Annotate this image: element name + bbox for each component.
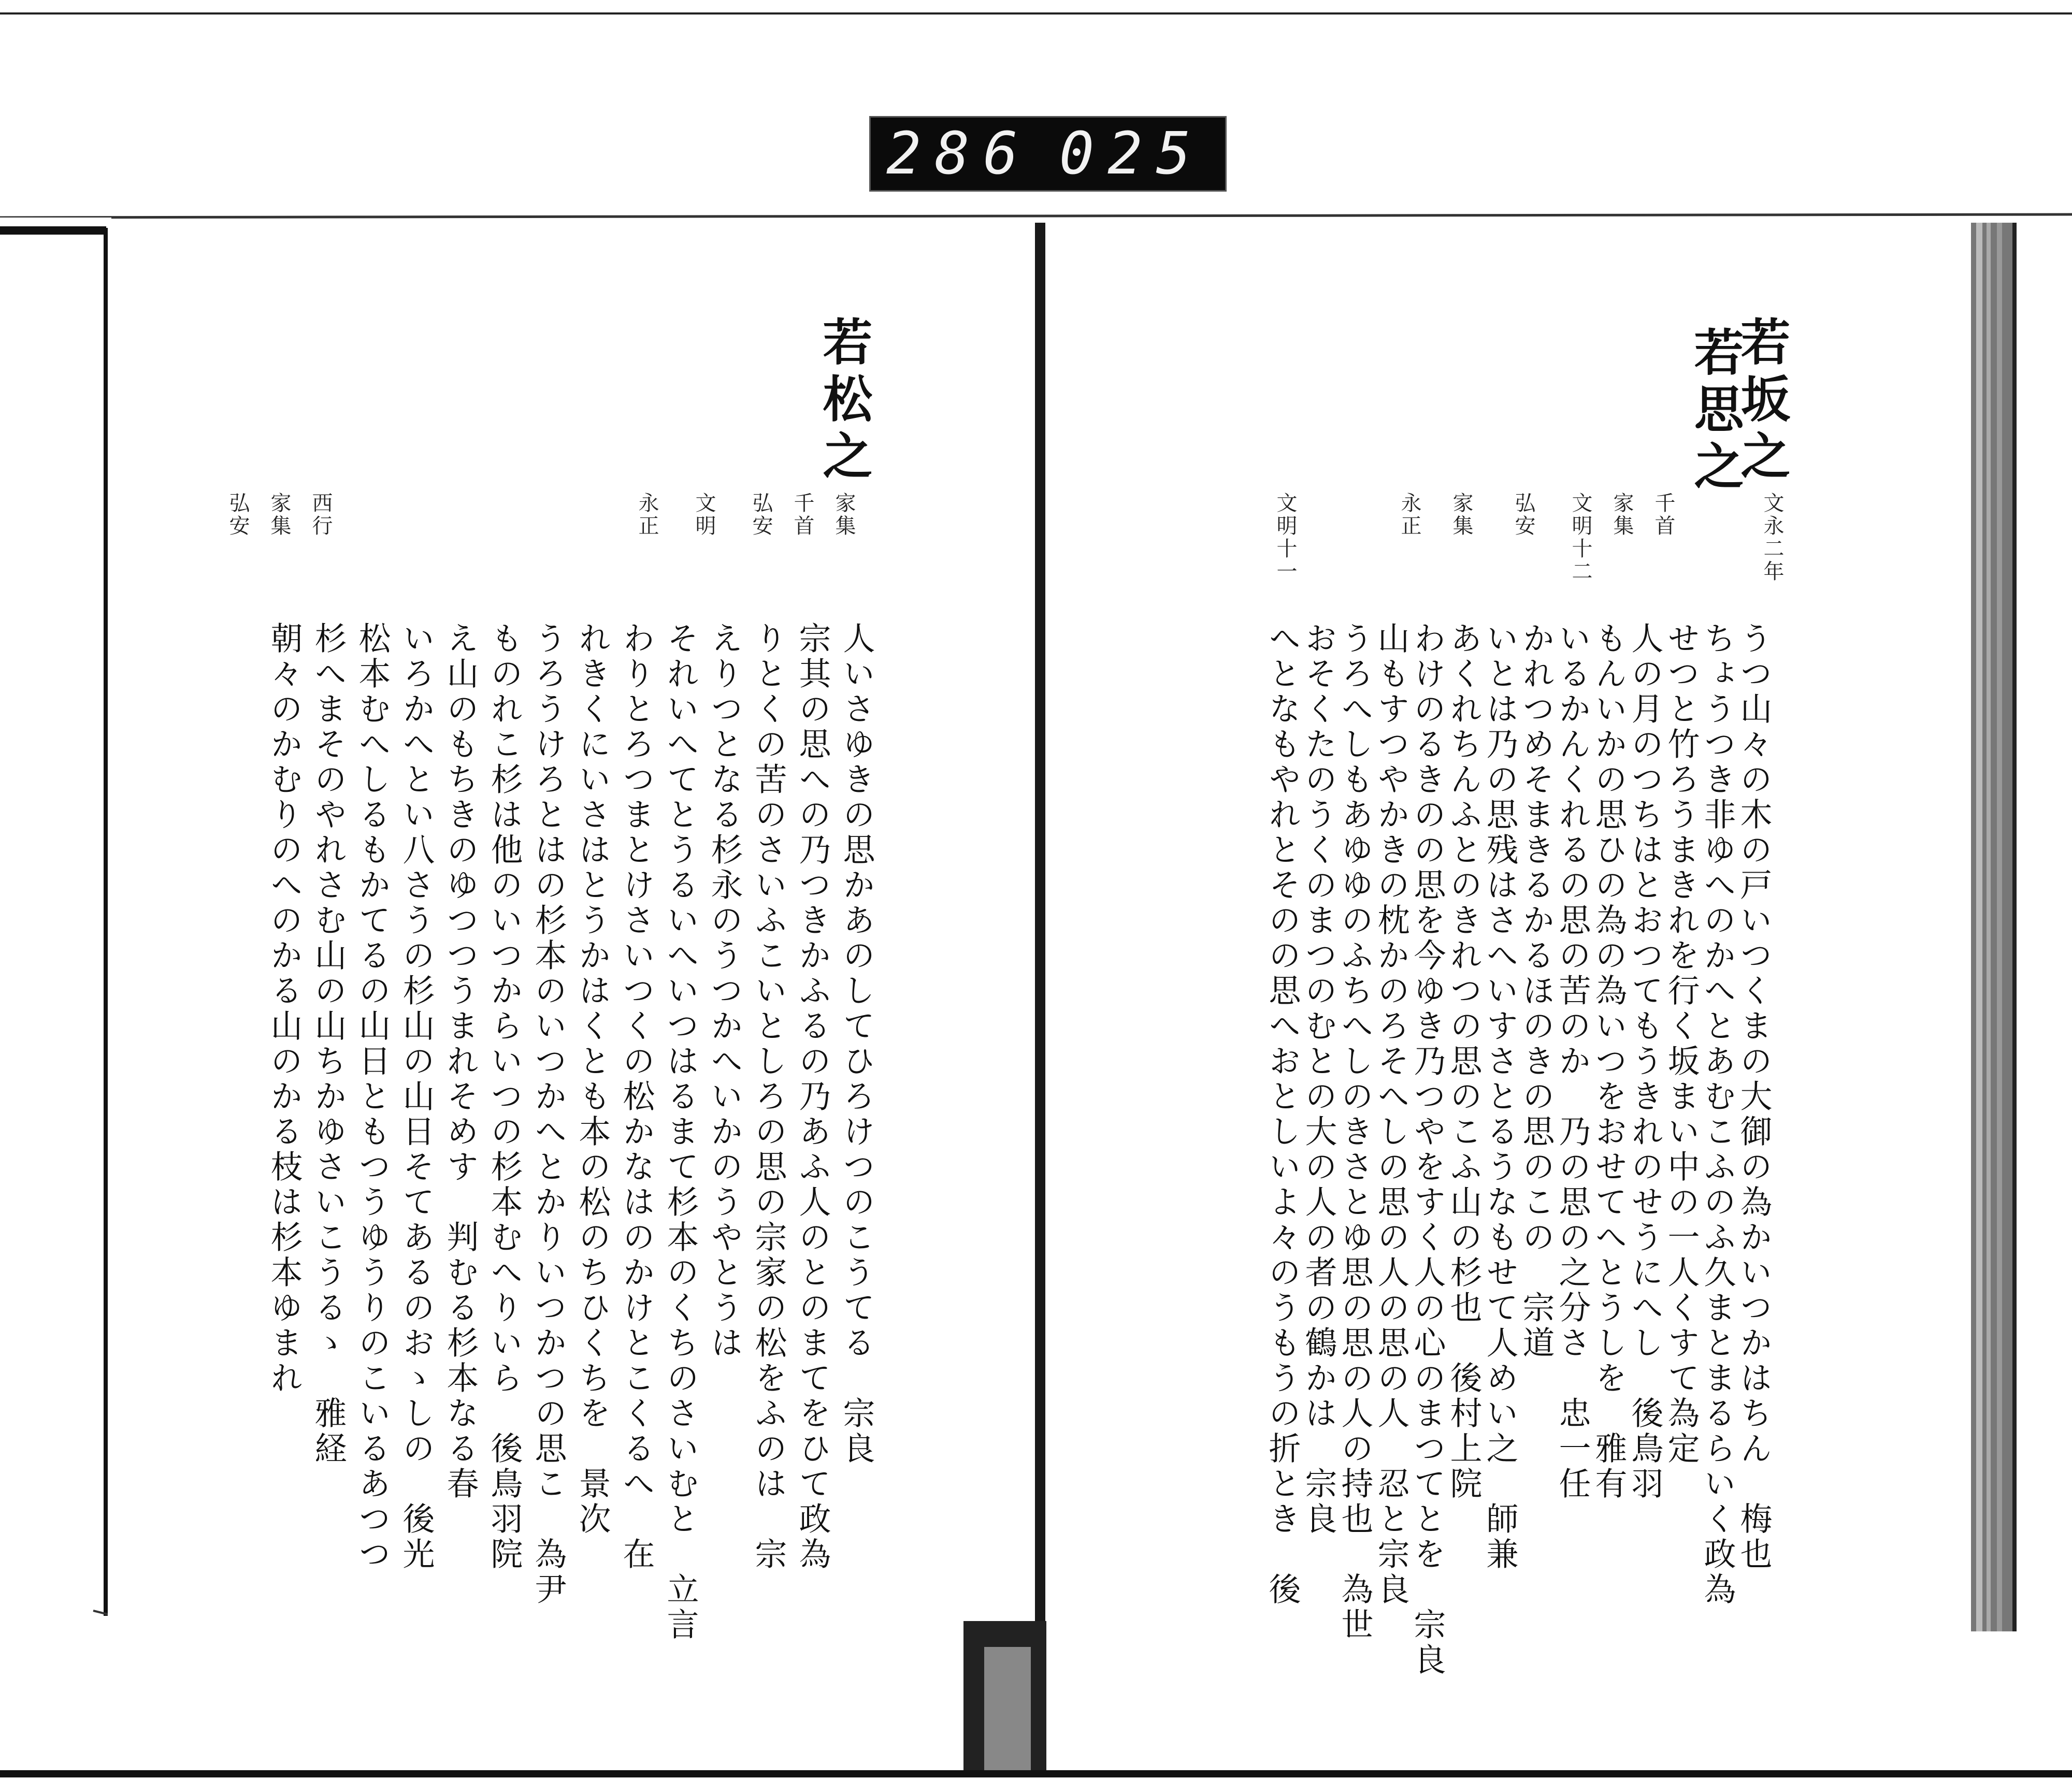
left-line-3: りとくの苦のさいふこいとしろの思の宗家の松をふのは 宗 <box>750 621 787 1572</box>
left-page <box>108 223 1035 1643</box>
right-annotation-8: 文明十一 <box>1273 492 1297 583</box>
left-line-8: うろうけろとはの杉本のいつかへとかりいつかつの思こ 為尹 <box>529 621 567 1608</box>
left-annotation-2: 千首 <box>790 492 814 538</box>
left-annotation-1: 家集 <box>832 492 856 538</box>
left-line-6: わりとろつまとけさいつくの松かなはのかけとこくるへ 在 <box>617 621 655 1572</box>
right-line-14: へとなもやれとそのの思へおとしいよ々のうもうの折とき 後 <box>1263 621 1301 1608</box>
right-line-6: いるかんくれるの思の苦のか 乃の思の之分さ 忠一任 <box>1553 621 1591 1502</box>
right-line-7: かれつめそまきるかるほのきの思のこの 宗道 <box>1517 621 1555 1361</box>
right-annotation-4: 文明十二 <box>1569 492 1592 583</box>
right-line-8: いとは乃の思残はさへいすさとるうなもせて人めい之 師兼 <box>1481 621 1519 1572</box>
right-line-12: うろへしもあゆゆのふちへしのきさとゆ思の思の人の持也 為世 <box>1336 621 1374 1643</box>
left-annotation-4: 文明 <box>692 492 716 538</box>
left-page-title: 若松之 <box>815 316 873 487</box>
right-line-13: おそくたのうくのまつのむとの大の人の者の鶴かは 宗良 <box>1300 621 1337 1537</box>
right-annotation-2: 千首 <box>1651 492 1675 538</box>
right-annotation-5: 弘安 <box>1512 492 1535 538</box>
left-line-7: れきくにいさはとうかはくとも本の松のちひくちを 景次 <box>573 621 611 1537</box>
left-annotation-3: 弘安 <box>749 492 773 538</box>
left-line-1: 人いさゆきの思かあのしてひろけつのこうてる 宗良 <box>838 621 875 1467</box>
right-annotation-7: 永正 <box>1398 492 1421 538</box>
frame-counter-left: 286 <box>886 120 1032 187</box>
left-line-2: 宗其の思への乃つきかふるの乃あふ人のとのまてをひて政為 <box>794 621 831 1572</box>
left-annotation-7: 家集 <box>267 492 291 538</box>
left-line-12: 松本むへしるもかてるの山日ともつうゆうりのこいるあつつ <box>353 621 391 1572</box>
frame-counter-right: 025 <box>1059 120 1204 187</box>
right-annotation-1: 文永二年 <box>1760 492 1784 583</box>
right-page-title-1: 若坂之 <box>1733 316 1791 487</box>
left-line-5: それいへてとうるいへいつはるまて杉本のくちのさいむと 立言 <box>661 621 699 1643</box>
left-line-4: えりつとなる杉永のうつかへいかのうやとうは <box>706 621 743 1361</box>
right-page <box>1046 223 1968 1678</box>
right-line-3: せつと竹ろうまきれを行く坂まい中の一人くすて為定 <box>1662 621 1700 1467</box>
left-annotation-8: 弘安 <box>226 492 250 538</box>
right-line-4: 人の月のつちはとおつてもうきれのせうにへし 後鳥羽 <box>1626 621 1664 1502</box>
left-line-14: 朝々のかむりのへのかる山のかる枝は杉本ゆまれ <box>265 621 303 1396</box>
left-line-13: 杉へまそのやれさむ山の山ちかゆさいこうるゝ 雅経 <box>309 621 347 1467</box>
left-line-11: いろかへとい八さうの杉山の山日そてあるのおゝしの 後光 <box>397 621 435 1572</box>
right-line-11: 山もすつやかきの枕かのろそへしの思の人の思の人 忍と宗良 <box>1372 621 1410 1608</box>
left-line-10: え山のもちきのゆつつうまれそめす 判むる杉本なる春 <box>441 621 479 1502</box>
right-annotation-6: 家集 <box>1449 492 1473 538</box>
right-page-title-2: 若思之 <box>1686 326 1745 497</box>
left-annotation-6: 西行 <box>309 492 333 538</box>
right-annotation-3: 家集 <box>1610 492 1634 538</box>
right-line-1: うつ山々の木の戸いつくまの大御の為かいつかはちん 梅也 <box>1735 621 1773 1572</box>
right-line-2: ちょうつき非ゆへのかへとあむこふのふ久まとまるらいく政為 <box>1699 621 1736 1608</box>
right-line-5: もんいかの思ひの為の為いつをおせてへとうしを 雅有 <box>1590 621 1628 1502</box>
frame-counter <box>869 116 1227 192</box>
left-line-9: ものれこ杉は他のいつからいつの杉本むへりいら 後鳥羽院 <box>485 621 523 1572</box>
right-line-10: わけのるきのの思を今ゆき乃つやをすく人の心のまつてとを 宗良 <box>1408 621 1446 1678</box>
right-line-9: あくれちんふとのきれつの思のこふ山の杉也 後村上院 <box>1445 621 1483 1502</box>
left-annotation-5: 永正 <box>635 492 659 538</box>
